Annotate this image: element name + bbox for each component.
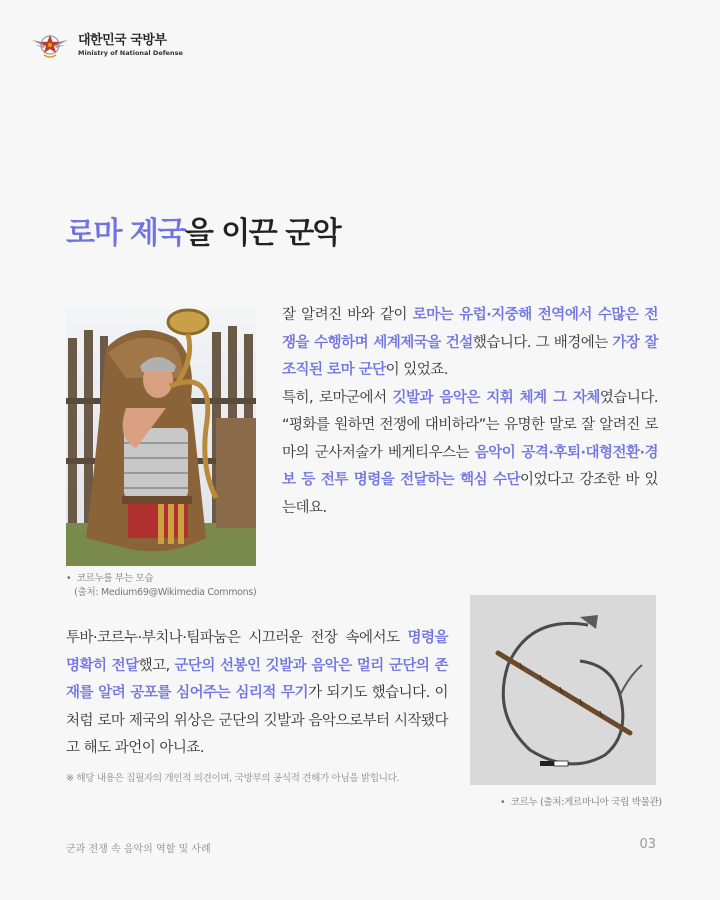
para1-text-1: 잘 알려진 바와 같이 — [282, 307, 413, 323]
photo2-caption — [500, 794, 662, 808]
para2-text-1: 투바·코르누·부치나·팀파눔은 시끄러운 전장 속에서도 — [66, 630, 408, 646]
photo1-caption — [66, 572, 256, 600]
footer-title: 군과 전쟁 속 음악의 역할 및 사례 — [66, 844, 211, 855]
org-name-ko: 대한민국 국방부 — [78, 32, 167, 48]
title-rest: 을 이끈 군악 — [184, 216, 341, 251]
disclaimer-note: ※ 해당 내용은 집필자의 개인적 의견이며, 국방부의 공식적 견해가 아님을 밝힙니다. — [66, 773, 400, 784]
para2-text-2: 했고, — [138, 657, 175, 674]
body-paragraph-1 — [282, 302, 658, 522]
photo2-caption-text: 코르누 (출처:게르마니아 국립 박물관) — [510, 797, 662, 808]
para2-highlight-2: 군단의 선봉인 깃발과 음악은 멀리 군단의 존재를 알려 공포를 심어주는 심리적 무기 — [66, 657, 448, 701]
para1-highlight-2: 가장 잘 조직된 로마 군단 — [282, 334, 659, 378]
para2-text-3: 가 되기도 했습니다. 이처럼 로마 제국의 위상은 군단의 깃발과 음악으로부터 시작됐다고 해도 과언이 아니죠. — [66, 685, 449, 756]
para2-highlight-1: 명령을 명확히 전달 — [66, 630, 448, 674]
para1-text-6: 이었다고 강조한 바 있는데요. — [282, 472, 658, 516]
para1-text-4: 특히, 로마군에서 — [282, 389, 393, 406]
para1-text-5: 였습니다. “평화를 원하면 전쟁에 대비하라”는 유명한 말로 잘 알려진 로마의 군사저술가 베게티우스는 — [282, 389, 658, 461]
photo1-caption-title: 코르누를 부는 모습 — [76, 573, 154, 584]
photo1-caption-source: (출처: Medium69@Wikimedia Commons) — [74, 587, 257, 598]
page-title — [66, 208, 340, 252]
cornu-player-photo — [66, 308, 256, 566]
mnd-logo — [30, 28, 183, 62]
title-accent: 로마 제국 — [66, 216, 185, 251]
mnd-emblem-icon — [30, 28, 70, 62]
para1-highlight-4: 음악이 공격·후퇴·대형전환·경보 등 전투 명령을 전달하는 핵심 수단 — [282, 444, 658, 488]
cornu-artifact-photo — [470, 595, 656, 785]
para1-text-2: 했습니다. 그 배경에는 — [472, 334, 613, 351]
page-number: 03 — [639, 837, 656, 852]
caption-bullet: • — [66, 573, 72, 584]
caption-bullet: • — [500, 797, 506, 808]
para1-highlight-1: 로마는 유럽·지중해 전역에서 수많은 전쟁을 수행하며 세계제국을 건설 — [282, 307, 658, 351]
org-name-en: Ministry of National Defense — [78, 48, 183, 57]
para1-highlight-3: 깃발과 음악은 지휘 체계 그 자체 — [392, 389, 600, 406]
para1-text-3: 이 있었죠. — [385, 362, 448, 378]
body-paragraph-2 — [66, 625, 448, 763]
